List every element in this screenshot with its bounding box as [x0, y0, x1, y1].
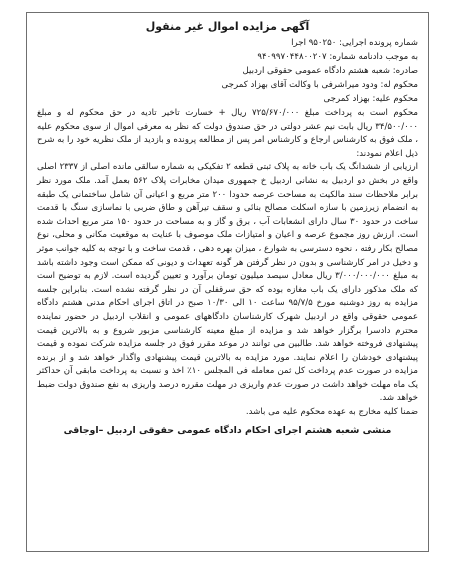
issuing-court-line: صادره: شعبه هشتم دادگاه عمومی حقوقی اردبیل [242, 66, 418, 76]
defendant-line: محکوم علیه: بهزاد کمرجی [323, 94, 418, 104]
signature-line: منشی شعبه هشتم اجرای احکام دادگاه عمومی حقوقی اردبیل –اوجاقی [63, 424, 392, 436]
verdict-number-line: به موجب دادنامه شماره: ۹۴۰۹۹۷۰۴۴۸۰۰۲۰۷ [257, 52, 418, 62]
plaintiff-line: محکوم له: ودود میراشرفی با وکالت آقای بهزاد کمرجی [221, 80, 418, 90]
case-details [37, 36, 418, 106]
notice-frame [26, 12, 429, 552]
notice-body [37, 107, 418, 420]
expenses-paragraph: ضمنا کلیه مخارج به عهده محکوم علیه می باشد. [245, 407, 418, 418]
case-number-line: شماره پرونده اجرایی: ۹۵۰۲۵۰ اجرا [291, 38, 418, 48]
notice-title: آگهی مزایده اموال غیر منقول [145, 20, 310, 33]
appraisal-paragraph: ارزیابی از ششدانگ یک باب خانه به پلاک ثبتی قطعه ۲ تفکیکی به شماره سالقی مانده اصلی از ۲۳۳۷ اصلی واقع در بخش دو اردبیل به نشانی اردبیل خ جمهوری میدان مخابرات پلاک ۵۶۲ بعمل آمد. ملک مورد نظر برابر ملاحظات سند مالکیت به مساحت عرصه حدودا ۲۰۰ متر مربع و اعیانی آن شامل ساختمانی یک طبقه به انضمام زیرزمین با سازه اسکلت مصالح بنائی و سقف تیرآهن و طاق ضربی با نماسازی سنگ با قدمت ساخت در حدود ۳۰ سال دارای انشعابات آب ، برق و گاز و به مساحت در حدود ۱۵۰ متر مربع احداث شده است. ارزش روز مجموع عرصه و اعیان و امتیازات ملک موصوف با عنایت به موقعیت مکانی و محلی، نوع مصالح بکار رفته ، نحوه دسترسی به شوارع ، میزان بهره دهی ، قدمت ساخت و با توجه به کلیه جوانب موثر و دخیل در امر کارشناسی و بدون در نظر گرفتن هر گونه تعهدات و دیونی که ممکن است وجود داشته باشد به مبلغ ۳/۰۰۰/۰۰۰/۰۰۰ ریال معادل سیصد میلیون تومان برآورد و تعیین گردیده است. لازم به توضیح است که ملک مذکور دارای یک باب مغازه بوده که حق سرقفلی آن در نظر گرفته نشده است. بنابراین جلسه مزایده به روز دوشنبه مورخ ۹۵/۷/۵ ساعت ۱۰ الی ۱۰/۳۰ صبح در اتاق اجرای احکام مدنی هشتم دادگاه عمومی حقوقی واقع در اردبیل شهرک کارشناسان دادگاههای عمومی و انقلاب اردبیل در حضور نماینده محترم دادسرا برگزار خواهد شد و مزایده از مبلغ معینه کارشناسی مزبور شروع و به بالاترین قیمت پیشنهادی فروخته خواهد شد. طالبین می توانند در موعد مقرر فوق در جلسه مزایده شرکت نموده و قیمت پیشنهادی خودشان را اعلام نمایند. مورد مزایده به بالاترین قیمت پیشنهادی واگذار خواهد شد و از برنده مزایده در صورت عدم پرداخت کل ثمن معامله فی المجلس ۱۰٪ اخذ و نسبت به پرداخت مابقی آن حداکثر یک ماه مهلت خواهد داشت در صورت عدم واریزی در مهلت مقرره درصد واریزی به نفع صندوق دولت ضبط خواهد شد. [37, 162, 419, 404]
judgment-paragraph: محکوم است به پرداخت مبلغ ۷۲۵/۶۷۰/۰۰۰ ریال + خسارت تاخیر تادیه در حق محکوم له و مبلغ ۳۴/۵۰۰/۰۰۰ ریال بابت نیم عشر دولتی در حق صندوق دولت که نظر به معرفی اموال از سوی محکوم علیه ، ملک فوق به کارشناس ارجاع و کارشناس امر پس از مطالعه پرونده و بازدید از ملک نظریه خود را به شرح ذیل اعلام نمودند: [37, 108, 418, 159]
